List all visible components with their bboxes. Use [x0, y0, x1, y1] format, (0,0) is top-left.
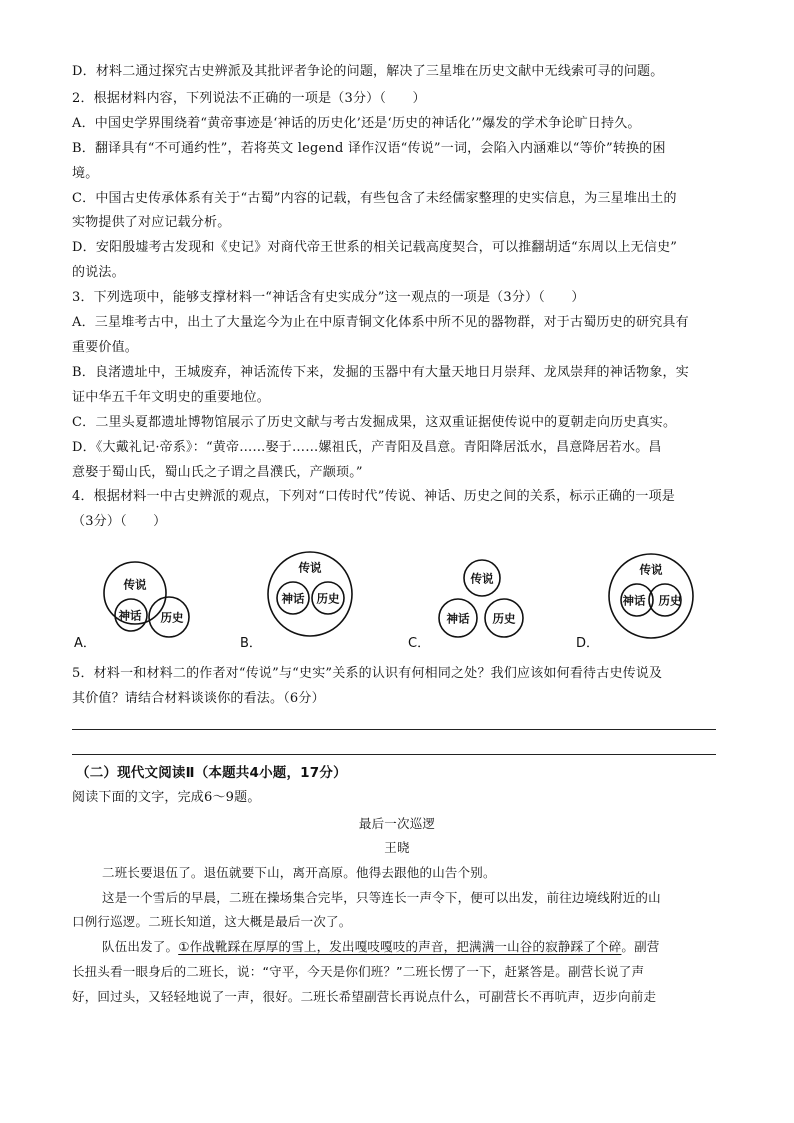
paragraph-2-cont: 口例行巡逻。二班长知道，这大概是最后一次了。 — [72, 914, 352, 929]
q3-option-a-cont: 重要价值。 — [72, 340, 139, 355]
venn-d-myth-label: 神话 — [622, 593, 646, 608]
venn-diagram-b — [262, 548, 362, 638]
paragraph-3-cont-2: 好，回过头，又轻轻地说了一声，很好。二班长希望副营长再说点什么，可副营长不再吭声，迈步向前走 — [72, 989, 657, 1004]
q2-option-c: C．中国古史传承体系有关于“古蜀”内容的记载，有些包含了未经儒家整理的史实信息，为三星堆出土的 — [72, 191, 677, 206]
q4-option-a-label: A． — [74, 636, 96, 651]
q4-stem-cont: （3分）（ ） — [72, 514, 167, 529]
venn-c-history-label: 历史 — [492, 611, 516, 626]
q2-option-a: A．中国史学界围绕着“黄帝事迹是‘神话的历史化’还是‘历史的神话化’”爆发的学术争论旷日持久。 — [72, 116, 641, 131]
q4-option-b-label: B． — [240, 636, 262, 651]
q1-option-d: D．材料二通过探究古史辨派及其批评者争论的问题，解决了三星堆在历史文献中无线索可寻的问题。 — [72, 64, 664, 79]
q3-option-d-cont: 意娶于蜀山氏，蜀山氏之子谓之昌濮氏，产颛顼。” — [72, 465, 363, 480]
underlined-sentence-1: ①作战靴踩在厚厚的雪上，发出嘎吱嘎吱的声音，把满满一山谷的寂静踩了个碎 — [178, 939, 622, 954]
venn-d-history-label: 历史 — [658, 593, 682, 608]
q3-option-b-cont: 证中华五千年文明史的重要地位。 — [72, 390, 271, 405]
q5-stem: 5．材料一和材料二的作者对“传说”与“史实”关系的认识有何相同之处？我们应该如何看待古史传说及 — [72, 666, 663, 681]
venn-a-myth-label: 神话 — [118, 608, 142, 623]
article-title: 最后一次巡逻 — [358, 816, 436, 831]
q2-option-b: B．翻译具有“不可通约性”，若将英文 legend 译作汉语“传说”一词，会陷入内涵难以“等价”转换的困 — [72, 141, 666, 156]
q3-option-d: D．《大戴礼记·帝系》：“黄帝……娶于……嫘祖氏，产青阳及昌意。青阳降居泜水，昌意降居若水。昌 — [72, 440, 662, 455]
q3-stem: 3．下列选项中，能够支撑材料一“神话含有史实成分”这一观点的一项是（3分）（ ） — [72, 290, 585, 305]
q2-option-d-cont: 的说法。 — [72, 265, 125, 280]
paragraph-2: 这是一个雪后的早晨，二班在操场集合完毕，只等连长一声令下，便可以出发，前往边境线附近的山 — [102, 890, 661, 905]
venn-c-legend-label: 传说 — [470, 571, 494, 586]
venn-a-history-label: 历史 — [160, 610, 184, 625]
venn-b-myth-label: 神话 — [281, 591, 305, 606]
venn-diagram-d — [603, 550, 703, 640]
q4-option-d-label: D． — [576, 636, 600, 651]
venn-a-legend-label: 传说 — [123, 577, 147, 592]
q2-option-d: D．安阳殷墟考古发现和《史记》对商代帝王世系的相关记载高度契合，可以推翻胡适“东周以上无信史” — [72, 240, 678, 255]
venn-c-myth-label: 神话 — [446, 611, 470, 626]
q2-stem: 2．根据材料内容，下列说法不正确的一项是（3分）（ ） — [72, 91, 426, 106]
article-author: 王晓 — [384, 840, 410, 855]
venn-b-history-label: 历史 — [316, 591, 340, 606]
q2-option-b-cont: 境。 — [72, 166, 99, 181]
q5-stem-cont: 其价值？请结合材料谈谈你的看法。（6分） — [72, 691, 325, 706]
q3-option-a: A．三星堆考古中，出土了大量迄今为止在中原青铜文化体系中所不见的器物群，对于古蜀历史的研究具有 — [72, 315, 689, 330]
venn-diagram-a — [95, 560, 205, 640]
paragraph-3-tail: 。副营 — [621, 939, 660, 954]
section-instruction: 阅读下面的文字，完成6～9题。 — [72, 790, 261, 805]
paragraph-3 — [102, 937, 660, 957]
q3-option-c: C．二里头夏都遗址博物馆展示了历史文献与考古发掘成果，这双重证据使传说中的夏朝走向历史真实。 — [72, 415, 677, 430]
paragraph-3-cont: 长扭头看一眼身后的二班长，说：“守平，今天是你们班？”二班长愣了一下，赶紧答是。副营长说了声 — [72, 964, 645, 979]
section-heading: （二）现代文阅读Ⅱ（本题共4小题，17分） — [76, 765, 347, 781]
q4-option-c-label: C． — [408, 636, 431, 651]
answer-line-2[interactable] — [72, 754, 716, 755]
answer-line-1[interactable] — [72, 729, 716, 730]
q3-option-b: B．良渚遗址中，王城废弃，神话流传下来，发掘的玉器中有大量天地日月崇拜、龙凤崇拜的神话物象，实 — [72, 365, 689, 380]
paragraph-3-lead: 队伍出发了。 — [102, 939, 179, 954]
q2-option-c-cont: 实物提供了对应记载分析。 — [72, 215, 231, 230]
paragraph-1: 二班长要退伍了。退伍就要下山，离开高原。他得去跟他的山告个别。 — [102, 865, 496, 880]
venn-d-legend-label: 传说 — [639, 562, 663, 577]
venn-diagram-c — [430, 558, 530, 640]
q4-stem: 4．根据材料一中古史辨派的观点，下列对“口传时代”传说、神话、历史之间的关系，标示正确的一项是 — [72, 489, 675, 504]
venn-b-legend-label: 传说 — [298, 560, 322, 575]
